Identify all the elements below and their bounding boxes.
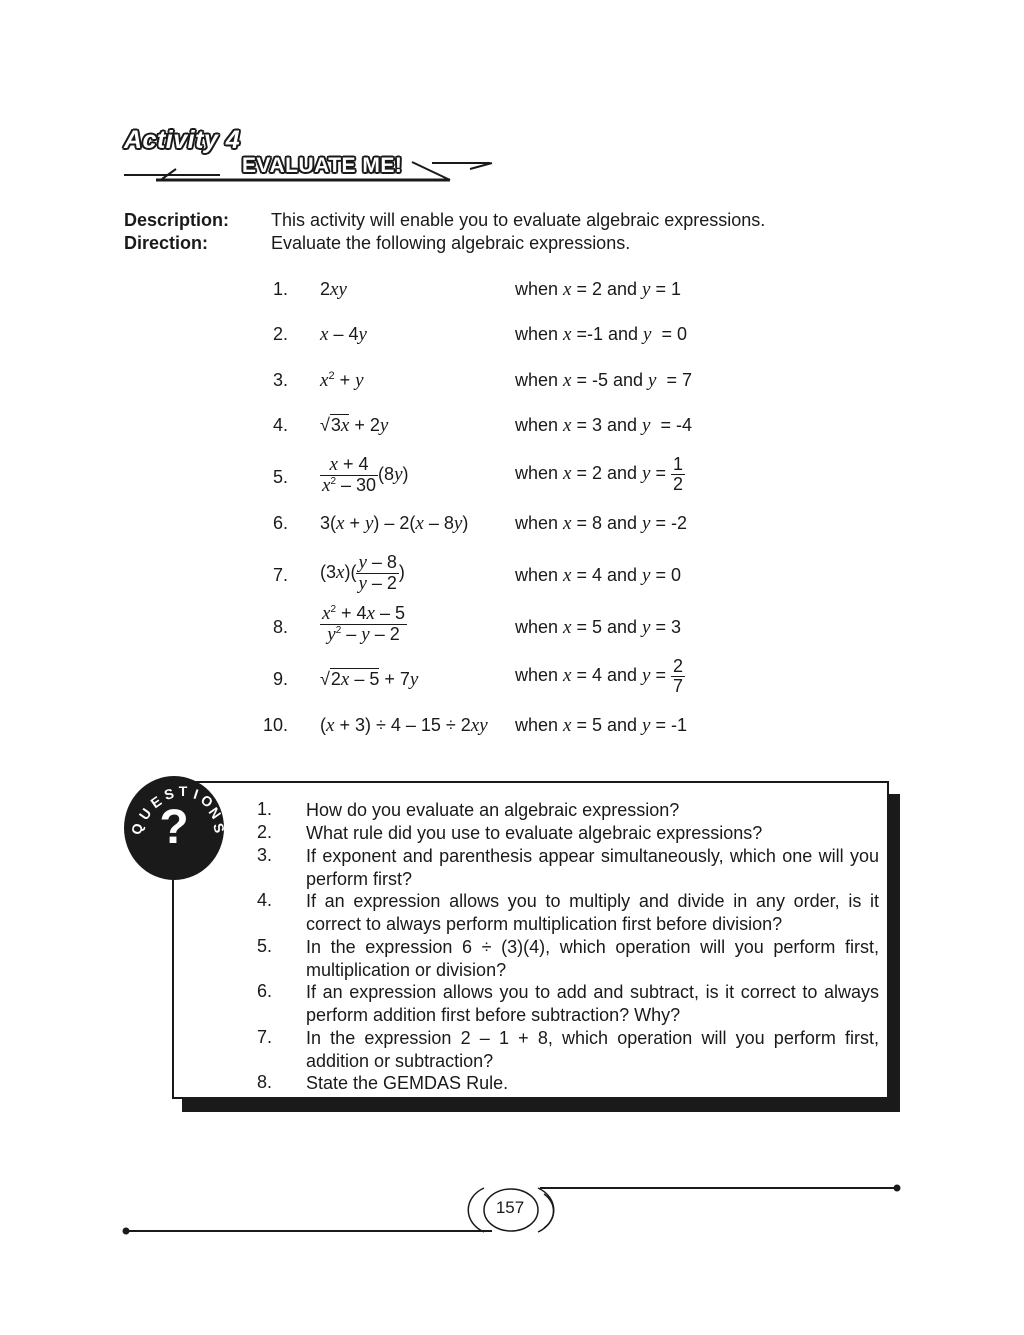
question-text: How do you evaluate an algebraic expression?	[306, 800, 680, 820]
badge-letter: I	[191, 785, 201, 803]
problem-condition: when x = 2 and y = 1	[515, 279, 682, 300]
problem-number: 8.	[272, 617, 288, 637]
question-mark-icon: ?	[159, 801, 189, 854]
question-text: If exponent and parenthesis appear simultaneously, which one will you perform first?	[306, 846, 879, 889]
question-text: If an expression allows you to add and subtract, is it correct to always perform addition first before subtraction? Why?	[306, 982, 879, 1025]
question-number: 8.	[256, 1072, 272, 1092]
question-text: In the expression 6 ÷ (3)(4), which operation will you perform first, multiplication or division?	[306, 937, 879, 980]
question-number: 4.	[256, 890, 272, 910]
question-text: State the GEMDAS Rule.	[306, 1073, 509, 1093]
question-number: 7.	[256, 1027, 272, 1047]
problem-expression: (3x)( $\frac{y - 8}{y - 2}$ )	[320, 552, 405, 594]
problem-number: 3.	[272, 370, 288, 390]
problem-condition: when x = 3 and y = -4	[515, 415, 693, 436]
badge-letter: E	[147, 792, 165, 812]
badge-letter: S	[162, 785, 176, 803]
problem-expression: 3(x + y) – 2(x – 8y)	[320, 513, 469, 534]
question-number: 5.	[256, 936, 272, 956]
header-underline	[120, 155, 500, 185]
direction-text: Evaluate the following algebraic expressions.	[271, 233, 631, 253]
badge-letter: N	[205, 804, 225, 822]
page-number: 157	[495, 1198, 525, 1217]
problem-expression: (x + 3) ÷ 4 – 15 ÷ 2xy	[320, 715, 488, 736]
problem-condition: when x = -5 and y = 7	[515, 370, 693, 391]
problem-number: 9.	[272, 669, 288, 689]
problem-condition: when x = 4 and y = $\frac{2}{7}$	[515, 656, 684, 696]
question-number: 2.	[256, 822, 272, 842]
question-number: 3.	[256, 845, 272, 865]
badge-letter: U	[135, 805, 155, 823]
problem-expression: √2x – 5 + 7y	[320, 669, 419, 690]
question-text: In the expression 2 – 1 + 8, which operation will you perform first, addition or subtraction?	[306, 1028, 879, 1071]
description-label: Description:	[124, 210, 230, 230]
problem-condition: when x = 4 and y = 0	[515, 565, 682, 586]
problem-expression: x – 4y	[320, 324, 367, 345]
direction-label: Direction:	[124, 233, 209, 253]
problem-condition: when x = 5 and y = 3	[515, 617, 682, 638]
activity-title: EVALUATE ME!	[242, 154, 403, 177]
problem-condition: when x =-1 and y = 0	[515, 324, 688, 345]
problem-expression: √3x + 2y	[320, 415, 389, 436]
problem-expression: 2xy	[320, 279, 347, 300]
question-text: What rule did you use to evaluate algebraic expressions?	[306, 823, 763, 843]
question-text: If an expression allows you to multiply and divide in any order, is it correct to always perform multiplication first before division?	[306, 891, 879, 934]
description-text: This activity will enable you to evaluate algebraic expressions.	[271, 210, 766, 230]
question-number: 6.	[256, 981, 272, 1001]
problem-number: 5.	[272, 467, 288, 487]
problem-number: 7.	[272, 565, 288, 585]
problem-number: 10.	[262, 715, 288, 735]
problem-number: 2.	[272, 324, 288, 344]
problem-condition: when x = 5 and y = -1	[515, 715, 688, 736]
problem-number: 4.	[272, 415, 288, 435]
badge-letter: S	[210, 821, 228, 835]
problem-number: 6.	[272, 513, 288, 533]
problem-condition: when x = 8 and y = -2	[515, 513, 688, 534]
problem-number: 1.	[272, 279, 288, 299]
activity-label: Activity 4	[124, 126, 241, 154]
badge-letter: T	[178, 783, 188, 799]
problem-expression: $\frac{x + 4}{x^2 - 30}$ (8y)	[322, 454, 409, 496]
problem-condition: when x = 2 and y = $\frac{1}{2}$	[515, 454, 684, 494]
badge-letter: Q	[127, 821, 147, 837]
badge-letter: O	[197, 791, 217, 811]
problem-expression: $\frac{x^2 + 4x - 5}{y^2 - y - 2}$	[322, 603, 405, 645]
question-number: 1.	[256, 799, 272, 819]
problem-expression: $x^2 + y$	[320, 370, 364, 391]
